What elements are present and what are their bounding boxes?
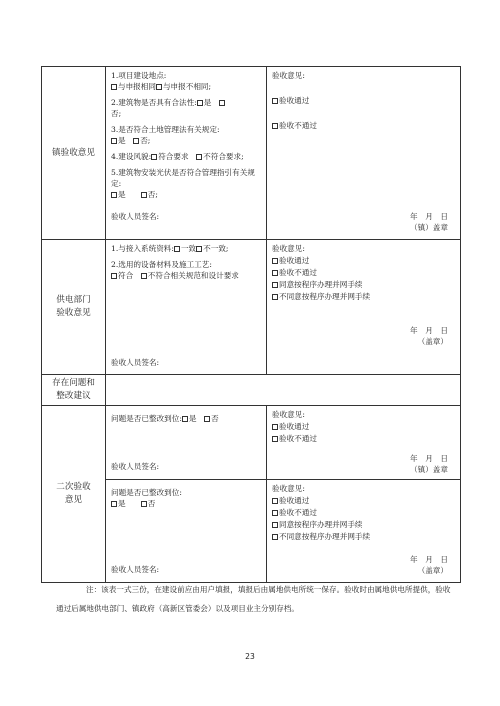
date-seal: 年 月 日 （盖章）: [410, 555, 448, 575]
opinion-option: 验收不通过: [272, 267, 456, 278]
checkbox[interactable]: [174, 246, 180, 252]
power-label-cell: 供电部门 验收意见: [42, 240, 106, 375]
problems-content-cell[interactable]: [106, 375, 461, 406]
page-number: 23: [245, 652, 255, 661]
checkbox[interactable]: [272, 258, 278, 264]
checkbox[interactable]: [272, 98, 278, 104]
checkbox[interactable]: [111, 138, 117, 144]
opinion-title: 验收意见:: [272, 484, 305, 493]
power-item-1: 1.与接入系统资料: 一致 不一致;: [111, 244, 229, 253]
checkbox[interactable]: [182, 416, 188, 422]
checkbox[interactable]: [272, 436, 278, 442]
opinion-option: 不同意按程序办理并网手续: [272, 291, 456, 302]
checkbox[interactable]: [272, 498, 278, 504]
second-row-1: [42, 406, 461, 480]
checkbox[interactable]: [204, 416, 210, 422]
town-opinion-cell: [267, 67, 461, 240]
opinion-option: 同意按程序办理并网手续: [272, 279, 456, 290]
checkbox[interactable]: [111, 501, 117, 507]
power-opinion-cell: [267, 240, 461, 375]
second-question-cell-2: [106, 480, 267, 583]
checkbox[interactable]: [141, 192, 147, 198]
checkbox[interactable]: [272, 270, 278, 276]
signature-label: 验收人员签名:: [111, 565, 160, 574]
town-item-3: 3.是否符合土地管理法有关规定: 是 否;: [111, 125, 220, 145]
opinion-title: 验收意见:: [272, 410, 305, 419]
date-seal: 年 月 日 （盖章）: [410, 326, 448, 346]
checkbox[interactable]: [141, 273, 147, 279]
checkbox[interactable]: [272, 294, 278, 300]
opinion-option: 验收通过: [272, 421, 456, 432]
date-seal: 年 月 日 （镇）盖章: [410, 212, 448, 232]
power-items-cell: [106, 240, 267, 375]
town-label-cell: [42, 67, 106, 240]
acceptance-form-table: [41, 66, 461, 583]
checkbox[interactable]: [272, 123, 278, 129]
opinion-option-fail: 验收不通过: [272, 120, 456, 131]
second-label-cell: 二次验收 意见: [42, 406, 106, 583]
problems-label-cell: 存在问题和 整改建议: [42, 375, 106, 406]
power-item-2: 2.选用的设备材料及施工工艺: 符合 不符合相关规范和设计要求: [111, 260, 239, 280]
checkbox[interactable]: [197, 100, 203, 106]
date-seal: 年 月 日 （镇）盖章: [410, 454, 448, 474]
town-item-2: 2.建筑物是否具有合法性: 是 否;: [111, 97, 262, 119]
checkbox[interactable]: [196, 154, 202, 160]
opinion-option: 验收不通过: [272, 507, 456, 518]
problems-row: [42, 375, 461, 406]
checkbox[interactable]: [111, 192, 117, 198]
checkbox[interactable]: [111, 84, 117, 90]
checkbox[interactable]: [272, 522, 278, 528]
town-row: [42, 67, 461, 240]
town-item-1: 1.项目建设地点: 与申报相同 与申报不相同;: [111, 71, 212, 91]
checkbox[interactable]: [156, 84, 162, 90]
checkbox[interactable]: [196, 246, 202, 252]
opinion-option: 不同意按程序办理并网手续: [272, 531, 456, 542]
checkbox[interactable]: [111, 273, 117, 279]
town-label: 镇验收意见: [52, 147, 95, 158]
town-item-4: 4.建设风貌: 符合要求 不符合要求;: [111, 152, 244, 161]
signature-label: 验收人员签名:: [111, 462, 160, 471]
checkbox[interactable]: [272, 534, 278, 540]
second-question-cell-1: [106, 406, 267, 480]
checkbox[interactable]: [151, 154, 157, 160]
opinion-option: 同意按程序办理并网手续: [272, 519, 456, 530]
footnote: 注：该表一式三份，在建设前应由用户填报，填报后由属地供电所统一保存。验收时由属地供电所提供，验收通过后属地供电部门、镇政府（高新区管委会）以及项目业主分别存档。: [56, 585, 451, 613]
checkbox[interactable]: [272, 424, 278, 430]
signature-label: 验收人员签名:: [111, 358, 160, 367]
rectify-question: 问题是否已整改到位: 是 否: [111, 414, 219, 423]
opinion-option: 验收通过: [272, 255, 456, 266]
opinion-title: 验收意见:: [272, 71, 305, 80]
town-items-cell: [106, 67, 267, 240]
checkbox[interactable]: [133, 138, 139, 144]
rectify-question: 问题是否已整改到位: 是 否: [111, 488, 182, 508]
second-opinion-cell-2: [267, 480, 461, 583]
checkbox[interactable]: [272, 510, 278, 516]
opinion-option: 验收不通过: [272, 433, 456, 444]
checkbox[interactable]: [219, 100, 225, 106]
checkbox[interactable]: [272, 282, 278, 288]
second-opinion-cell-1: [267, 406, 461, 480]
power-row: [42, 240, 461, 375]
opinion-option: 验收通过: [272, 495, 456, 506]
opinion-title: 验收意见:: [272, 244, 305, 253]
checkbox[interactable]: [141, 501, 147, 507]
signature-label: 验收人员签名:: [111, 212, 160, 221]
town-item-5: 5.建筑物安装光伏是否符合管理指引有关规定: 是 否;: [111, 168, 255, 199]
opinion-option-pass: 验收通过: [272, 95, 456, 106]
